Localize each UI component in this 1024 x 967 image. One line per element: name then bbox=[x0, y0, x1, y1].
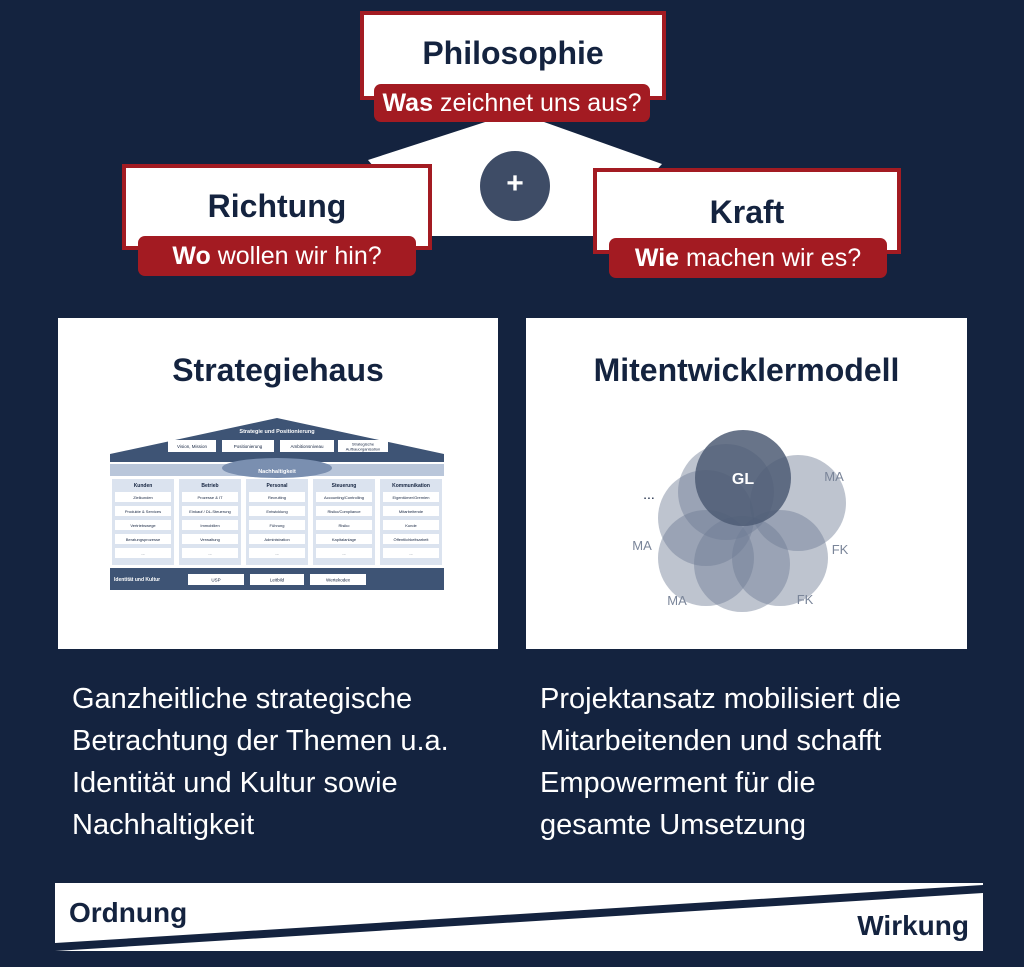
center-label: GL bbox=[731, 471, 755, 488]
label-ma-bottom: MA bbox=[667, 593, 687, 608]
house-cell-text: Risiko/Compliance bbox=[327, 509, 361, 514]
desc-right-line: Empowerment für die bbox=[540, 767, 816, 799]
label-fk-right: FK bbox=[831, 542, 849, 557]
strategiehaus-panel bbox=[58, 318, 498, 649]
plus-label: + bbox=[506, 167, 524, 200]
house-cell-text: Eigentümer/Gremien bbox=[392, 495, 430, 500]
desc-right-line: Projektansatz mobilisiert die bbox=[540, 683, 902, 715]
bottom-right-label: Wirkung bbox=[857, 910, 969, 941]
base-label: Identität und Kultur bbox=[114, 577, 161, 583]
house-cell-text: Produkte & Services bbox=[124, 509, 162, 514]
house-column-header: Kommunikation bbox=[392, 483, 430, 489]
desc-right-line: gesamte Umsetzung bbox=[540, 809, 806, 841]
house-roof bbox=[110, 418, 444, 462]
desc-right bbox=[540, 678, 901, 846]
bottom-bar bbox=[55, 883, 983, 951]
mitentwickler-title: Mitentwicklermodell bbox=[593, 352, 900, 388]
bottom-divider bbox=[55, 883, 983, 951]
label-ma-left: MA bbox=[632, 538, 652, 553]
philosophie-question-rest: zeichnet uns aus? bbox=[433, 89, 642, 117]
house-cell-text: Führung bbox=[269, 523, 285, 528]
richtung-title: Richtung bbox=[207, 188, 347, 224]
house-column-header: Kunden bbox=[133, 483, 153, 489]
mitentwickler-panel bbox=[526, 318, 967, 649]
label-dots: ... bbox=[643, 486, 655, 502]
house-cell-text: Prozesse & IT bbox=[197, 495, 223, 500]
desc-left-line: Identität und Kultur sowie bbox=[72, 767, 398, 799]
house-cell-text: Beratungsprozesse bbox=[125, 537, 161, 542]
house-cell-text: Öffentlichkeitsarbeit bbox=[393, 537, 429, 542]
house-cell-text: Zielkunden bbox=[133, 495, 153, 500]
house-cell-text: Immobilien bbox=[200, 523, 220, 528]
house-cell-text: Entwicklung bbox=[266, 509, 288, 514]
house-cell-text: Recruiting bbox=[267, 495, 287, 500]
mitentwickler-diagram bbox=[526, 318, 967, 649]
kraft-title: Kraft bbox=[709, 194, 785, 230]
kraft-question-rest: machen wir es? bbox=[679, 244, 862, 272]
house-cell-text: Einkauf / DL-Steuerung bbox=[189, 509, 231, 514]
richtung-question-rest: wollen wir hin? bbox=[210, 242, 382, 270]
house-cell-text: Kapitalanlage bbox=[331, 537, 357, 542]
desc-left-line: Ganzheitliche strategische bbox=[72, 683, 413, 715]
house-cell-text: Administration bbox=[264, 537, 290, 542]
base-item: USP bbox=[211, 577, 221, 583]
desc-left-line: Betrachtung der Themen u.a. bbox=[72, 725, 449, 757]
house-cell-text: ... bbox=[409, 551, 413, 556]
house-column-header: Betrieb bbox=[201, 483, 219, 489]
house-cell-text: Risiko bbox=[338, 523, 350, 528]
label-ma-top-right: MA bbox=[824, 469, 844, 484]
roof-item: Strategische bbox=[351, 441, 375, 447]
bottom-left-label: Ordnung bbox=[69, 897, 188, 928]
kraft-question-bold: Wie bbox=[634, 244, 680, 272]
house-cell-text: Verwaltung bbox=[200, 537, 220, 542]
base-item: Wertekodex bbox=[326, 577, 350, 583]
house-column-header: Steuerung bbox=[331, 483, 357, 489]
philosophie-question bbox=[374, 84, 650, 122]
richtung-question bbox=[138, 236, 416, 276]
house-cell-text: ... bbox=[141, 551, 145, 556]
house-cell-text: ... bbox=[342, 551, 346, 556]
roof-item: Positionierung bbox=[233, 444, 263, 449]
philosophie-title: Philosophie bbox=[422, 35, 604, 71]
plus-circle bbox=[480, 151, 550, 221]
house-columns bbox=[112, 479, 442, 565]
desc-right-line: Mitarbeitenden und schafft bbox=[540, 725, 882, 757]
house-cell-text: Vertriebswege bbox=[130, 523, 156, 528]
kraft-question bbox=[609, 238, 887, 278]
house-cell-text: ... bbox=[208, 551, 212, 556]
base-item: Leitbild bbox=[269, 577, 285, 583]
philosophie-question-bold: Was bbox=[382, 89, 433, 117]
roof-item: Vision, Mission bbox=[177, 444, 207, 449]
house-column-header: Personal bbox=[266, 483, 288, 489]
roof-item: Ambitionsniveau bbox=[290, 444, 324, 449]
strategiehaus-diagram bbox=[110, 418, 444, 598]
strategiehaus-title: Strategiehaus bbox=[172, 352, 384, 388]
label-fk-bottom: FK bbox=[796, 592, 814, 607]
band-label: Nachhaltigkeit bbox=[258, 469, 296, 475]
house-cell-text: Kunde bbox=[405, 523, 417, 528]
desc-left-line: Nachhaltigkeit bbox=[72, 809, 255, 841]
richtung-question-bold: Wo bbox=[172, 242, 211, 270]
roof-item: Aufbauorganisation bbox=[345, 446, 381, 452]
roof-title: Strategie und Positionierung bbox=[239, 429, 315, 435]
house-cell-text: Mitarbeitende bbox=[398, 509, 424, 514]
house-cell-text: ... bbox=[275, 551, 279, 556]
desc-left bbox=[72, 678, 449, 846]
house-cell-text: Accounting/Controlling bbox=[323, 495, 365, 500]
